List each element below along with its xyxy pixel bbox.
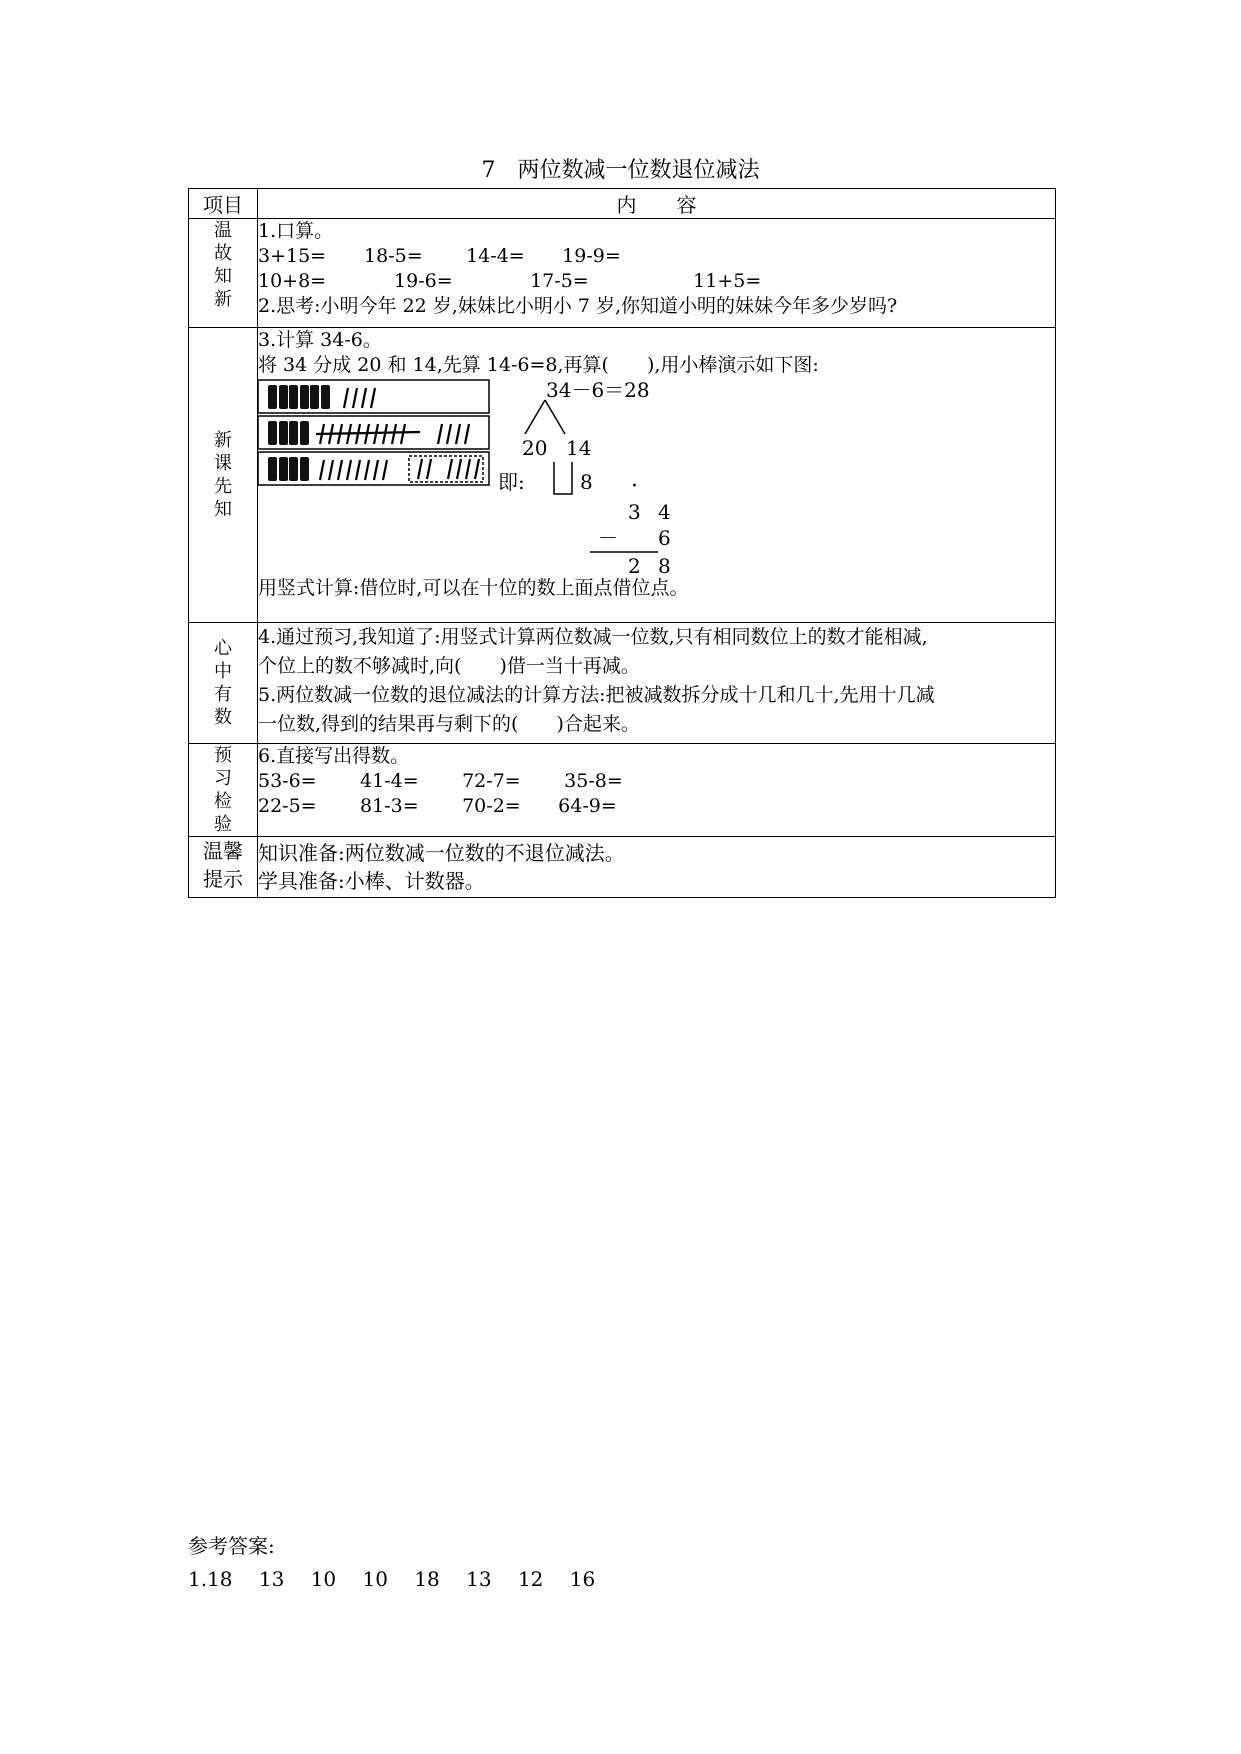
q4-line2: 个位上的数不够减时,向( )借一当十再减。: [258, 655, 640, 677]
label-line: 提示: [203, 867, 243, 891]
review-row: [189, 219, 1056, 328]
label-line: 温馨: [203, 839, 243, 863]
preview-content: [258, 328, 1056, 623]
calc-item: 14-4=: [466, 245, 525, 267]
q6-title: 6.直接写出得数。: [258, 745, 410, 767]
answer-value: 12: [517, 1567, 544, 1591]
calc-item: 41-4=: [360, 770, 419, 792]
vert-minus: －: [598, 526, 618, 550]
calc-item: 18-5=: [364, 245, 423, 267]
calc-item: 81-3=: [360, 795, 419, 817]
review-content: [258, 219, 1056, 328]
answer-values: [188, 1563, 615, 1596]
label-char: 课: [214, 453, 232, 474]
label-char: 故: [214, 243, 232, 264]
mind-content: [258, 623, 1056, 744]
calc-item: 10+8=: [258, 270, 327, 292]
equation: 34－6＝28: [546, 378, 650, 402]
tips-line2: 学具准备:小棒、计数器。: [258, 869, 485, 893]
single-sticks: [316, 388, 479, 480]
label-char: 数: [214, 707, 232, 728]
q2-text: 2.思考:小明今年 22 岁,妹妹比小明小 7 岁,你知道小明的妹妹今年多少岁吗?: [258, 295, 898, 317]
q6-line2: [258, 794, 1055, 819]
label-char: 检: [214, 791, 232, 812]
label-char: 先: [214, 476, 232, 497]
label-char: 预: [214, 745, 232, 766]
calc-item: 70-2=: [462, 795, 521, 817]
review-label: [189, 219, 258, 328]
answer-value: 13: [258, 1567, 285, 1591]
header-content: 内 容: [258, 189, 1056, 219]
calc-item: 35-8=: [564, 770, 623, 792]
header-row: [189, 189, 1056, 219]
q5-line2: 一位数,得到的结果再与剩下的( )合起来。: [258, 713, 640, 735]
bundle-icons-row3: [268, 457, 309, 481]
answer-value: 10: [362, 1567, 388, 1591]
label-char: 新: [214, 430, 232, 451]
tips-line1: 知识准备:两位数减一位数的不退位减法。: [258, 841, 625, 865]
answer-value: 13: [466, 1567, 492, 1591]
calc-item: 53-6=: [258, 770, 317, 792]
split-left: 20: [522, 436, 548, 460]
vert-top-ones: 4: [658, 500, 671, 524]
q5-line1: 5.两位数减一位数的退位减法的计算方法:把被减数拆分成十几和几十,先用十几减: [258, 684, 935, 706]
vert-result-ones: 8: [658, 554, 671, 578]
check-row: [189, 744, 1056, 837]
answer-value: 10: [310, 1567, 337, 1591]
calc-item: 64-9=: [558, 795, 617, 817]
q1-title: 1.口算。: [258, 220, 334, 242]
borrow-dot: ·: [631, 474, 638, 499]
ji-label: 即:: [498, 470, 525, 494]
answer-value: 1.18: [188, 1567, 233, 1591]
q3-text: 将 34 分成 20 和 14,先算 14-6=8,再算( ),用小棒演示如下图:: [258, 354, 819, 376]
calc-item: 22-5=: [258, 795, 317, 817]
calc-item: 19-9=: [562, 245, 621, 267]
label-char: 习: [214, 768, 232, 789]
answer-value: 16: [569, 1567, 596, 1591]
vert-top-tens: 3: [628, 500, 641, 524]
worksheet-table: [188, 188, 1056, 898]
q1-line2: [258, 269, 1055, 294]
mind-label: [189, 623, 258, 744]
check-content: [258, 744, 1056, 837]
split-result: 8: [580, 470, 593, 494]
label-char: 验: [214, 814, 232, 835]
label-char: 有: [214, 684, 232, 705]
q6-line1: [258, 769, 1055, 794]
vert-result-tens: 2: [628, 554, 641, 578]
label-char: 中: [214, 661, 232, 682]
label-char: 心: [214, 638, 232, 659]
preview-label: [189, 328, 258, 623]
stick-figure: [258, 378, 1055, 578]
check-label: [189, 744, 258, 837]
label-char: 知: [214, 266, 232, 287]
calc-item: 72-7=: [462, 770, 521, 792]
preview-row: [189, 328, 1056, 623]
calc-item: 17-5=: [530, 270, 589, 292]
stick-diagram: [258, 378, 858, 578]
label-char: 新: [214, 289, 232, 310]
label-char: 知: [214, 499, 232, 520]
page-title: 7 两位数减一位数退位减法: [481, 158, 760, 183]
tips-row: [189, 837, 1056, 898]
answer-heading: 参考答案:: [188, 1534, 275, 1558]
bundle-icons-row2: [268, 421, 309, 445]
answer-section: [188, 1530, 615, 1596]
mind-row: [189, 623, 1056, 744]
q3-title: 3.计算 34-6。: [258, 329, 382, 351]
calc-item: 11+5=: [693, 270, 762, 292]
bundle-icons-row1: [268, 385, 330, 409]
q4-line1: 4.通过预习,我知道了:用竖式计算两位数减一位数,只有相同数位上的数才能相减,: [258, 626, 928, 648]
calc-item: 3+15=: [258, 245, 327, 267]
q1-line1: [258, 244, 1055, 269]
answer-value: 18: [414, 1567, 440, 1591]
split-right: 14: [566, 436, 592, 460]
label-char: 温: [214, 220, 232, 241]
calc-item: 19-6=: [394, 270, 453, 292]
tips-label: [189, 837, 258, 898]
vertical-note: 用竖式计算:借位时,可以在十位的数上面点借位点。: [258, 577, 689, 599]
header-item: 项目: [189, 189, 258, 219]
tips-content: [258, 837, 1056, 898]
vert-bottom: 6: [658, 526, 671, 550]
